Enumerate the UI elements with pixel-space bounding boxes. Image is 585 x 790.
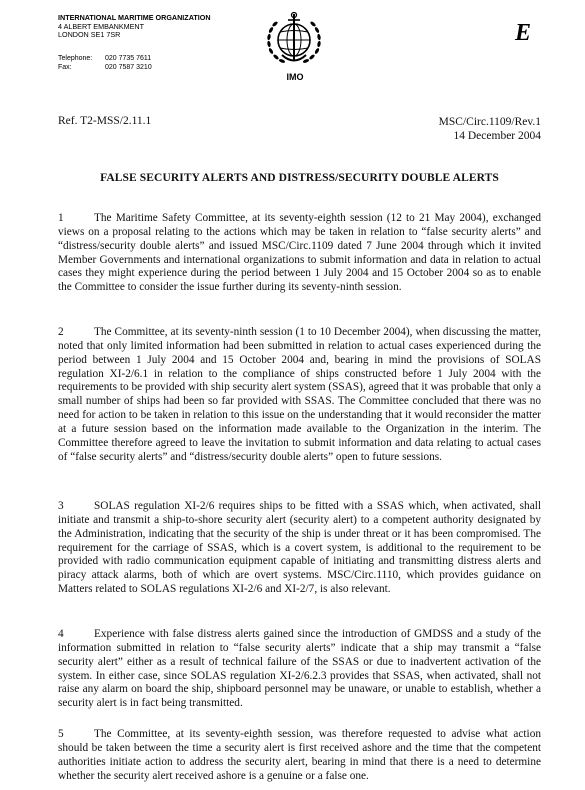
organization-name: INTERNATIONAL MARITIME ORGANIZATION	[58, 13, 211, 22]
paragraph-text: The Committee, at its seventy-ninth session (1 to 10 December 2004), when discussing the matter, noted that only limited information had been submitted in relation to actual cases experienced during the period between 1 July 2004 and 15 October 2004 and, bearing in mind the provisions of SOLAS regulation XI-2/6.1 in relation to the compliance of ships constructed before 1 July 2004 with the requirements to be provided with ship security alert system (SSAS), agreed that it was probable that only a small number of ships had been so far provided with SSAS. The Committee concluded that there was no need for action to be taken in relation to this issue on the understanding that it would reconsider the matter at a future session based on the information made available to the Organization in the interim. The Committee therefore agreed to leave the invitation to submit information and data relating to actual cases of “false security alerts” and “distress/security double alerts” open to future sessions.	[58, 326, 541, 463]
paragraph-number: 2	[58, 326, 64, 338]
paragraph-2	[58, 326, 541, 464]
paragraph-number: 1	[58, 212, 64, 224]
paragraph-number: 5	[58, 728, 64, 740]
paragraph-3	[58, 500, 541, 597]
paragraph-text: SOLAS regulation XI-2/6 requires ships to be fitted with a SSAS which, when activated, shall initiate and transmit a ship-to-shore security alert (security alert) to a competent authority designated by the Administration, indicating that the security of the ship is under threat or it has been compromised. The requirement for the carriage of SSAS, which is a covert system, is additional to the requirement to be provided with radio communication equipment capable of initiating and transmitting distress alerts and piracy attack alarms, both of which are overt systems. MSC/Circ.1110, which provides guidance on Matters related to SOLAS regulations XI-2/6 and XI-2/7, is also relevant.	[58, 500, 541, 596]
fax-label: Fax:	[58, 63, 72, 71]
paragraph-number: 3	[58, 500, 64, 512]
paragraph-text: The Committee, at its seventy-eighth session, was therefore requested to advise what action should be taken between the time a security alert is first received ashore and the time that the competent authorities initiate action to address the security alert, bearing in mind that there is a need to determine whether the security alert received ashore is a genuine or a false one.	[58, 728, 541, 782]
paragraph-5	[58, 728, 541, 783]
organization-address	[58, 14, 211, 40]
language-indicator: E	[515, 20, 532, 46]
circular-date: 14 December 2004	[453, 130, 541, 142]
circular-info	[439, 115, 541, 143]
paragraph-text: The Maritime Safety Committee, at its seventy-eighth session (12 to 21 May 2004), exchanged views on a proposal relating to the actions which may be taken in relation to “false security alerts” and “distress/security double alerts” and issued MSC/Circ.1109 dated 7 June 2004 through which it invited Member Governments and international organizations to submit information and data in relation to actual cases they might experience during the period between 1 July 2004 and 15 October 2004 so as to enable the Committee to consider the issue further during its seventy-ninth session.	[58, 212, 541, 294]
telephone-label: Telephone:	[58, 55, 93, 62]
document-title: FALSE SECURITY ALERTS AND DISTRESS/SECURITY DOUBLE ALERTS	[100, 172, 499, 184]
paragraph-4	[58, 628, 541, 711]
fax-row	[58, 64, 152, 73]
address-line-2: LONDON SE1 7SR	[58, 30, 121, 40]
paragraph-1	[58, 212, 541, 295]
address-line-1: 4 ALBERT EMBANKMENT	[58, 21, 145, 31]
circular-number: MSC/Circ.1109/Rev.1	[438, 116, 541, 128]
fax-number: 020 7587 3210	[105, 63, 152, 71]
imo-logo-icon	[263, 10, 325, 68]
paragraph-text: Experience with false distress alerts gained since the introduction of GMDSS and a study of the information submitted in relation to “false security alerts” indicate that a ship may transmit a “false security alert” either as a result of technical failure of the SSAS or due to inadvertent activation of the system. In either case, since SOLAS regulation XI-2/6.2.3 provides that SSAS, when activated, shall not raise any alarm on board the ship, shipboard personnel may be unaware, or unable to establish, whether a security alert is in fact being transmitted.	[58, 628, 541, 710]
imo-logo-label: IMO	[286, 72, 304, 82]
telephone-number: 020 7735 7611	[105, 55, 152, 62]
telephone-row	[58, 55, 152, 64]
contact-info	[58, 55, 152, 72]
paragraph-number: 4	[58, 628, 64, 640]
reference-number: Ref. T2-MSS/2.11.1	[58, 115, 152, 127]
